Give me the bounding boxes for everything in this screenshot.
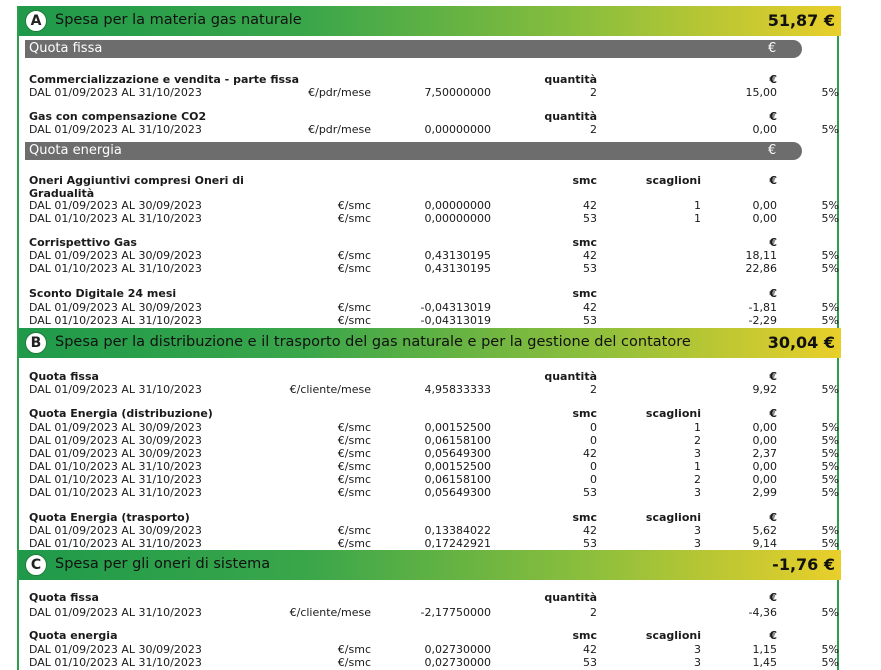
quantity: 53	[583, 537, 597, 550]
tier: 1	[694, 212, 701, 225]
section-letter: A	[25, 10, 47, 32]
qty-header: smc	[572, 407, 597, 420]
period: DAL 01/10/2023 AL 31/10/2023	[29, 537, 202, 550]
tier: 3	[694, 656, 701, 669]
unit: €/smc	[337, 524, 371, 537]
period: DAL 01/09/2023 AL 30/09/2023	[29, 249, 202, 262]
step-header: scaglioni	[645, 511, 701, 524]
quantity: 0	[590, 434, 597, 447]
quantity: 2	[590, 123, 597, 136]
table-row	[19, 199, 841, 212]
quantity: 2	[590, 383, 597, 396]
quantity: 53	[583, 656, 597, 669]
qty-header: smc	[572, 287, 597, 300]
amount: 9,14	[752, 537, 777, 550]
bill-detail	[17, 6, 839, 670]
quantity: 42	[583, 447, 597, 460]
table-row	[19, 212, 841, 225]
amount: 9,92	[752, 383, 777, 396]
unit-price: 0,43130195	[424, 249, 491, 262]
table-row	[19, 434, 841, 447]
group-header	[19, 287, 841, 300]
group-name: Quota fissa	[29, 591, 99, 604]
unit: €/pdr/mese	[308, 123, 371, 136]
period: DAL 01/09/2023 AL 30/09/2023	[29, 199, 202, 212]
unit: €/smc	[337, 537, 371, 550]
unit: €/smc	[337, 314, 371, 327]
group-header	[19, 591, 841, 604]
unit: €/smc	[337, 421, 371, 434]
table-row	[19, 249, 841, 262]
qty-header: quantità	[544, 110, 597, 123]
group-header	[19, 407, 841, 420]
unit: €/pdr/mese	[308, 86, 371, 99]
group-header	[19, 73, 841, 86]
unit-price: -2,17750000	[420, 606, 491, 619]
group-name: Oneri Aggiuntivi compresi Oneri di Gradualità	[29, 174, 244, 200]
unit-price: 0,13384022	[424, 524, 491, 537]
quantity: 42	[583, 199, 597, 212]
vat-rate: 5%	[821, 86, 839, 99]
period: DAL 01/09/2023 AL 31/10/2023	[29, 606, 202, 619]
amount-header: €	[769, 511, 777, 524]
period: DAL 01/10/2023 AL 31/10/2023	[29, 212, 202, 225]
tier: 2	[694, 434, 701, 447]
unit: €/cliente/mese	[289, 383, 371, 396]
amount-header: €	[769, 236, 777, 249]
vat-rate: 5%	[821, 486, 839, 499]
period: DAL 01/09/2023 AL 31/10/2023	[29, 383, 202, 396]
unit: €/smc	[337, 199, 371, 212]
amount: -2,29	[748, 314, 777, 327]
group-name: Commercializzazione e vendita - parte fissa	[29, 73, 300, 86]
unit: €/smc	[337, 434, 371, 447]
quantity: 0	[590, 460, 597, 473]
unit-price: 0,00152500	[424, 460, 491, 473]
vat-rate: 5%	[821, 123, 839, 136]
unit: €/smc	[337, 212, 371, 225]
table-row	[19, 301, 841, 314]
vat-rate: 5%	[821, 473, 839, 486]
amount: 1,15	[752, 643, 777, 656]
amount-header: €	[769, 407, 777, 420]
quantity: 2	[590, 86, 597, 99]
quantity: 42	[583, 301, 597, 314]
amount: 0,00	[752, 212, 777, 225]
group-header	[19, 629, 841, 642]
unit: €/smc	[337, 656, 371, 669]
vat-rate: 5%	[821, 434, 839, 447]
amount-header: €	[769, 73, 777, 86]
unit: €/smc	[337, 301, 371, 314]
group-header	[19, 110, 841, 123]
vat-rate: 5%	[821, 212, 839, 225]
amount: 2,99	[752, 486, 777, 499]
period: DAL 01/09/2023 AL 30/09/2023	[29, 447, 202, 460]
unit-price: 4,95833333	[424, 383, 491, 396]
unit-price: 0,00000000	[424, 212, 491, 225]
unit-price: 0,02730000	[424, 656, 491, 669]
subsection-label: Quota fissa	[29, 41, 103, 56]
vat-rate: 5%	[821, 421, 839, 434]
table-row	[19, 447, 841, 460]
unit-price: 0,43130195	[424, 262, 491, 275]
vat-rate: 5%	[821, 537, 839, 550]
vat-rate: 5%	[821, 383, 839, 396]
tier: 1	[694, 460, 701, 473]
tier: 3	[694, 447, 701, 460]
table-row	[19, 656, 841, 669]
amount: 15,00	[745, 86, 777, 99]
vat-rate: 5%	[821, 447, 839, 460]
amount-header: €	[769, 174, 777, 187]
table-row	[19, 643, 841, 656]
table-row	[19, 473, 841, 486]
period: DAL 01/09/2023 AL 30/09/2023	[29, 301, 202, 314]
table-row	[19, 86, 841, 99]
tier: 1	[694, 421, 701, 434]
tier: 3	[694, 643, 701, 656]
group-header	[19, 236, 841, 249]
amount: -4,36	[748, 606, 777, 619]
section-bar-b	[19, 328, 841, 358]
quantity: 0	[590, 473, 597, 486]
vat-rate: 5%	[821, 314, 839, 327]
group-name: Sconto Digitale 24 mesi	[29, 287, 177, 300]
section-bar-c	[19, 550, 841, 580]
amount: 0,00	[752, 199, 777, 212]
tier: 3	[694, 524, 701, 537]
table-row	[19, 486, 841, 499]
amount: 18,11	[745, 249, 777, 262]
unit: €/smc	[337, 262, 371, 275]
amount-header: €	[769, 629, 777, 642]
unit-price: 0,06158100	[424, 473, 491, 486]
vat-rate: 5%	[821, 460, 839, 473]
unit-price: 0,00000000	[424, 123, 491, 136]
section-total: -1,76 €	[772, 555, 835, 574]
unit-price: 0,02730000	[424, 643, 491, 656]
period: DAL 01/09/2023 AL 31/10/2023	[29, 86, 202, 99]
qty-header: smc	[572, 629, 597, 642]
quantity: 42	[583, 643, 597, 656]
table-row	[19, 421, 841, 434]
section-total: 51,87 €	[767, 11, 835, 30]
amount: -1,81	[748, 301, 777, 314]
qty-header: quantità	[544, 591, 597, 604]
amount-header: €	[769, 370, 777, 383]
group-header	[19, 370, 841, 383]
amount: 1,45	[752, 656, 777, 669]
unit-price: -0,04313019	[420, 301, 491, 314]
table-row	[19, 537, 841, 550]
period: DAL 01/09/2023 AL 30/09/2023	[29, 434, 202, 447]
period: DAL 01/10/2023 AL 31/10/2023	[29, 656, 202, 669]
quantity: 0	[590, 421, 597, 434]
subsection-bar-quota-fissa	[25, 40, 802, 58]
tier: 3	[694, 486, 701, 499]
unit: €/smc	[337, 460, 371, 473]
amount: 5,62	[752, 524, 777, 537]
step-header: scaglioni	[645, 174, 701, 187]
subsection-label: Quota energia	[29, 143, 122, 158]
vat-rate: 5%	[821, 643, 839, 656]
amount: 0,00	[752, 123, 777, 136]
tier: 1	[694, 199, 701, 212]
period: DAL 01/09/2023 AL 30/09/2023	[29, 421, 202, 434]
period: DAL 01/10/2023 AL 31/10/2023	[29, 314, 202, 327]
quantity: 53	[583, 212, 597, 225]
amount: 2,37	[752, 447, 777, 460]
quantity: 42	[583, 524, 597, 537]
qty-header: smc	[572, 511, 597, 524]
group-name: Quota fissa	[29, 370, 99, 383]
unit-price: 0,06158100	[424, 434, 491, 447]
amount: 0,00	[752, 434, 777, 447]
section-title: Spesa per gli oneri di sistema	[55, 556, 271, 572]
unit-price: 0,05649300	[424, 447, 491, 460]
unit: €/smc	[337, 473, 371, 486]
group-name: Quota energia	[29, 629, 118, 642]
section-total: 30,04 €	[767, 333, 835, 352]
amount: 22,86	[745, 262, 777, 275]
quantity: 53	[583, 262, 597, 275]
section-title: Spesa per la materia gas naturale	[55, 12, 302, 28]
table-row	[19, 262, 841, 275]
unit: €/smc	[337, 643, 371, 656]
table-row	[19, 606, 841, 619]
table-row	[19, 314, 841, 327]
tier: 3	[694, 537, 701, 550]
group-header	[19, 174, 841, 200]
vat-rate: 5%	[821, 524, 839, 537]
subsection-currency: €	[768, 143, 777, 158]
vat-rate: 5%	[821, 606, 839, 619]
unit-price: -0,04313019	[420, 314, 491, 327]
unit: €/smc	[337, 486, 371, 499]
qty-header: smc	[572, 174, 597, 187]
section-title: Spesa per la distribuzione e il trasporto del gas naturale e per la gestione del contatore	[55, 334, 691, 350]
vat-rate: 5%	[821, 199, 839, 212]
qty-header: quantità	[544, 73, 597, 86]
vat-rate: 5%	[821, 656, 839, 669]
period: DAL 01/09/2023 AL 30/09/2023	[29, 524, 202, 537]
period: DAL 01/10/2023 AL 31/10/2023	[29, 486, 202, 499]
table-row	[19, 460, 841, 473]
period: DAL 01/09/2023 AL 31/10/2023	[29, 123, 202, 136]
period: DAL 01/09/2023 AL 30/09/2023	[29, 643, 202, 656]
amount-header: €	[769, 110, 777, 123]
amount: 0,00	[752, 421, 777, 434]
qty-header: smc	[572, 236, 597, 249]
group-name: Quota Energia (distribuzione)	[29, 407, 213, 420]
vat-rate: 5%	[821, 301, 839, 314]
quantity: 53	[583, 486, 597, 499]
section-letter: C	[25, 554, 47, 576]
vat-rate: 5%	[821, 249, 839, 262]
group-header	[19, 511, 841, 524]
amount-header: €	[769, 287, 777, 300]
table-row	[19, 383, 841, 396]
subsection-bar-quota-energia	[25, 142, 802, 160]
section-bar-a	[19, 6, 841, 36]
unit: €/cliente/mese	[289, 606, 371, 619]
quantity: 2	[590, 606, 597, 619]
unit-price: 7,50000000	[424, 86, 491, 99]
unit: €/smc	[337, 447, 371, 460]
table-row	[19, 123, 841, 136]
group-name: Corrispettivo Gas	[29, 236, 137, 249]
quantity: 53	[583, 314, 597, 327]
table-row	[19, 524, 841, 537]
vat-rate: 5%	[821, 262, 839, 275]
period: DAL 01/10/2023 AL 31/10/2023	[29, 460, 202, 473]
qty-header: quantità	[544, 370, 597, 383]
unit: €/smc	[337, 249, 371, 262]
quantity: 42	[583, 249, 597, 262]
unit-price: 0,05649300	[424, 486, 491, 499]
step-header: scaglioni	[645, 407, 701, 420]
unit-price: 0,17242921	[424, 537, 491, 550]
amount-header: €	[769, 591, 777, 604]
amount: 0,00	[752, 473, 777, 486]
subsection-currency: €	[768, 41, 777, 56]
period: DAL 01/10/2023 AL 31/10/2023	[29, 473, 202, 486]
unit-price: 0,00000000	[424, 199, 491, 212]
period: DAL 01/10/2023 AL 31/10/2023	[29, 262, 202, 275]
tier: 2	[694, 473, 701, 486]
unit-price: 0,00152500	[424, 421, 491, 434]
group-name: Quota Energia (trasporto)	[29, 511, 190, 524]
section-letter: B	[25, 332, 47, 354]
group-name: Gas con compensazione CO2	[29, 110, 207, 123]
amount: 0,00	[752, 460, 777, 473]
step-header: scaglioni	[645, 629, 701, 642]
